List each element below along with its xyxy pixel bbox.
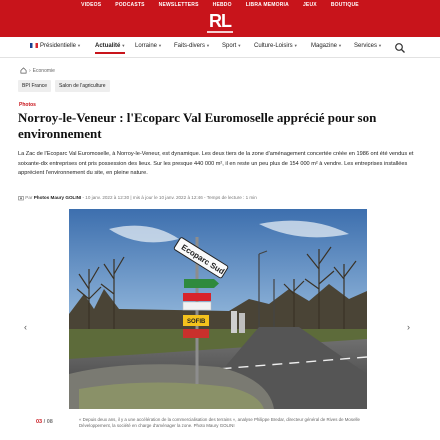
slide-total: 08 [46,419,53,425]
nav-item-label: Actualité [95,43,121,49]
tag-bpi-france[interactable]: BPI France [18,80,51,92]
top-link-podcasts[interactable]: PODCASTS [115,2,145,8]
nav-item-label: Services [354,43,378,49]
chevron-down-icon: ▼ [158,43,162,48]
site-logo[interactable] [203,12,237,36]
french-flag-icon [30,43,38,48]
chevron-down-icon: ▼ [293,43,298,48]
chevron-right-icon[interactable]: › [407,322,410,332]
direction-sign-green [184,279,214,288]
pillar-right [239,313,245,333]
nav-item-presidentielle[interactable] [30,43,81,49]
chevron-left-icon[interactable]: ‹ [24,322,27,332]
article-lead: La Zac de l'Ecoparc Val Euromoselle, à Norroy-le-Veneur, est dynamique. Les deux tiers de la zone d'aménagement concertée créée en 1986 ont été vendus et soixante-dix entreprises ont pris possession des lieux. Sur les presque 440 000 m², il en reste un peu plus de 154 000 m² à vendre. Les entreprises installées apprécient l'environnement du site, en pleine nature. [18,151,414,176]
sign-text-ecoparc: Ecoparc Sud [179,242,226,277]
byline-author[interactable]: Photos Maury GOLINI [33,195,82,201]
nav-item-label: Lorraine [135,43,158,49]
chevron-down-icon: ▼ [206,43,210,48]
byline-dates: - 10 janv. 2022 à 12:30 | mis à jour le 10 janv. 2022 à 12:46 - Temps de lecture : 1 min [82,195,257,201]
nav-item-services[interactable] [354,43,382,49]
home-icon[interactable] [20,67,27,74]
byline-prefix: Par [25,195,33,201]
top-link-hebdo[interactable]: HEBDO [212,2,232,8]
nav-item-label: Culture-Loisirs [254,43,293,49]
top-header-bar [0,0,440,37]
photo-caption: « Depuis deux ans, il y a une accélération de la commercialisation des terrains », analyse Philippe Bredar, directeur général de Rives de Moselle Développement, la société en charge d'aménager la zone. Photo Maury GOLINI [79,417,360,429]
slide-current: 03 [36,419,43,425]
main-nav [0,37,440,58]
tag-list [18,80,110,92]
nav-item-label: Faits-divers [174,43,206,49]
nav-item-culture-loisirs[interactable] [254,43,298,49]
chevron-down-icon: ▼ [378,43,382,48]
top-link-jeux[interactable]: JEUX [302,2,317,8]
nav-item-actualite[interactable] [95,43,125,49]
nav-item-label: Sport [222,43,237,49]
direction-sign-white [183,302,211,310]
nav-item-label: Présidentielle [40,43,77,50]
article-kicker: Photos [19,102,36,108]
top-link-libra-memoria[interactable]: LIBRA MEMORIA [245,2,289,8]
nav-item-magazine[interactable] [311,43,342,49]
article-headline: Norroy-le-Veneur : l'Ecoparc Val Euromoselle apprécié pour son environnement [18,110,377,141]
chevron-down-icon: ▼ [77,43,81,49]
breadcrumb-section[interactable]: Economie [32,67,55,74]
top-links [0,2,440,8]
tag-salon-agriculture[interactable]: Salon de l'agriculture [55,80,110,92]
nav-item-label: Magazine [311,43,338,49]
top-link-newsletters[interactable]: NEWSLETTERS [158,2,199,8]
top-link-videos[interactable]: VIDEOS [81,2,102,8]
camera-icon [18,195,24,201]
direction-sign-red [183,293,211,301]
chevron-down-icon: ▼ [237,43,242,48]
nav-item-faits-divers[interactable] [174,43,210,49]
slide-separator: / [43,419,46,425]
sign-text-sofib: SOFIB [187,319,206,325]
direction-sign-small [183,329,209,338]
chevron-down-icon: ▼ [121,43,126,48]
article-byline [18,195,257,201]
nav-item-lorraine[interactable] [135,43,162,49]
nav-item-sport[interactable] [222,43,241,49]
logo-underline [207,31,233,33]
search-icon[interactable] [394,42,406,54]
logo-text: RL [209,11,231,31]
article-photo[interactable] [69,209,367,409]
breadcrumb [20,67,55,74]
pillar-left [231,311,237,333]
breadcrumb-separator: › [29,67,31,74]
slideshow-counter [36,419,53,425]
chevron-down-icon: ▼ [338,43,342,48]
top-link-boutique[interactable]: BOUTIQUE [330,2,359,8]
